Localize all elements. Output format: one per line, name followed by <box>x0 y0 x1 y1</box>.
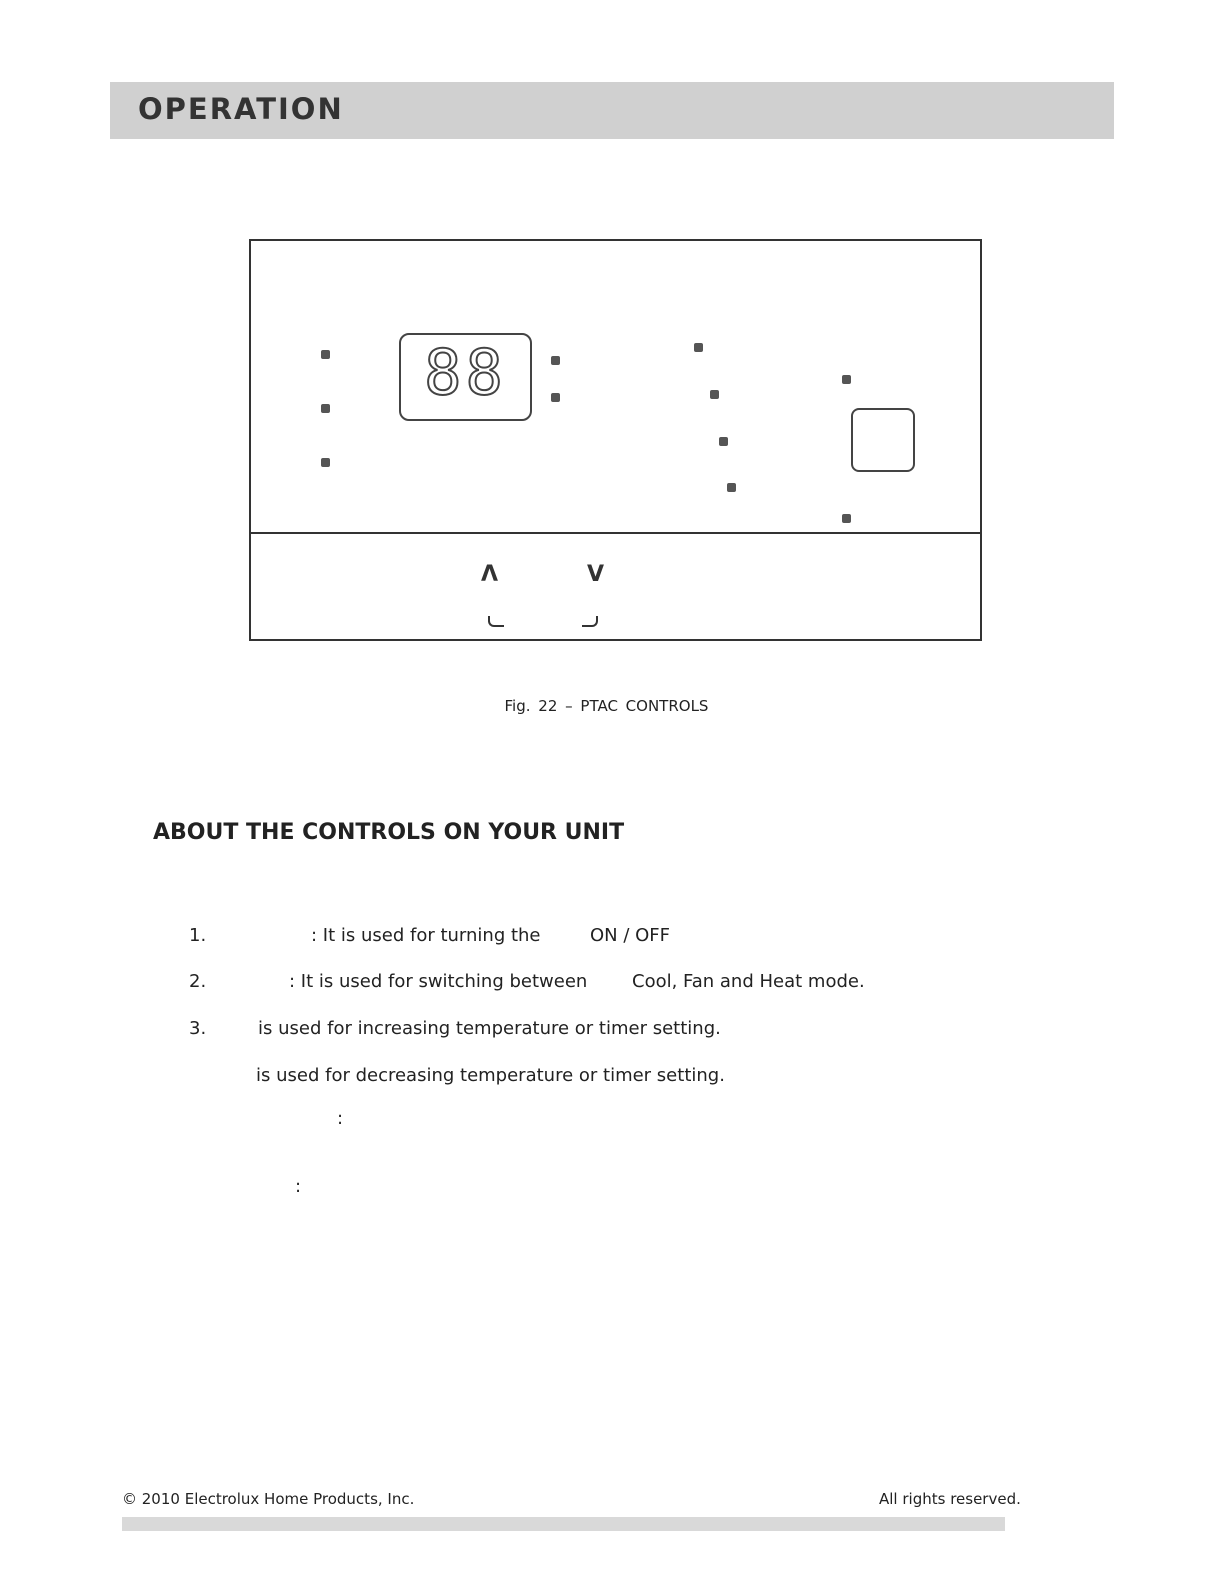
section-title: ABOUT THE CONTROLS ON YOUR UNIT <box>153 820 625 845</box>
indicator-led <box>321 350 330 359</box>
power-button[interactable] <box>851 408 915 472</box>
item-number: 3. <box>189 1018 207 1039</box>
button-bracket-icon <box>582 616 598 627</box>
item-colon: : <box>337 1108 344 1129</box>
item-text: Cool, Fan and Heat mode. <box>632 971 865 992</box>
button-bracket-icon <box>488 616 504 627</box>
page-title: OPERATION <box>138 92 344 126</box>
item-text: : It is used for turning the <box>311 925 541 946</box>
mode-led <box>710 390 719 399</box>
down-arrow-button[interactable]: V <box>587 562 605 587</box>
up-arrow-button[interactable]: Λ <box>481 562 499 587</box>
mode-led <box>694 343 703 352</box>
panel-divider <box>249 532 982 534</box>
item-text: is used for increasing temperature or timer setting. <box>258 1018 721 1039</box>
indicator-led <box>551 393 560 402</box>
figure-caption: Fig. 22 – PTAC CONTROLS <box>504 697 709 715</box>
item-colon: : <box>295 1176 302 1197</box>
mode-led <box>719 437 728 446</box>
indicator-led <box>842 514 851 523</box>
item-text: is used for decreasing temperature or timer setting. <box>256 1065 725 1086</box>
indicator-led <box>321 458 330 467</box>
item-text: : It is used for switching between <box>289 971 588 992</box>
indicator-led <box>551 356 560 365</box>
indicator-led <box>842 375 851 384</box>
rights-text: All rights reserved. <box>879 1490 1021 1508</box>
item-number: 1. <box>189 925 207 946</box>
copyright-text: © 2010 Electrolux Home Products, Inc. <box>122 1490 415 1508</box>
item-text: ON / OFF <box>590 925 671 946</box>
footer-band <box>122 1517 1005 1531</box>
display-digits: 88 <box>424 336 507 409</box>
mode-led <box>727 483 736 492</box>
indicator-led <box>321 404 330 413</box>
item-number: 2. <box>189 971 207 992</box>
